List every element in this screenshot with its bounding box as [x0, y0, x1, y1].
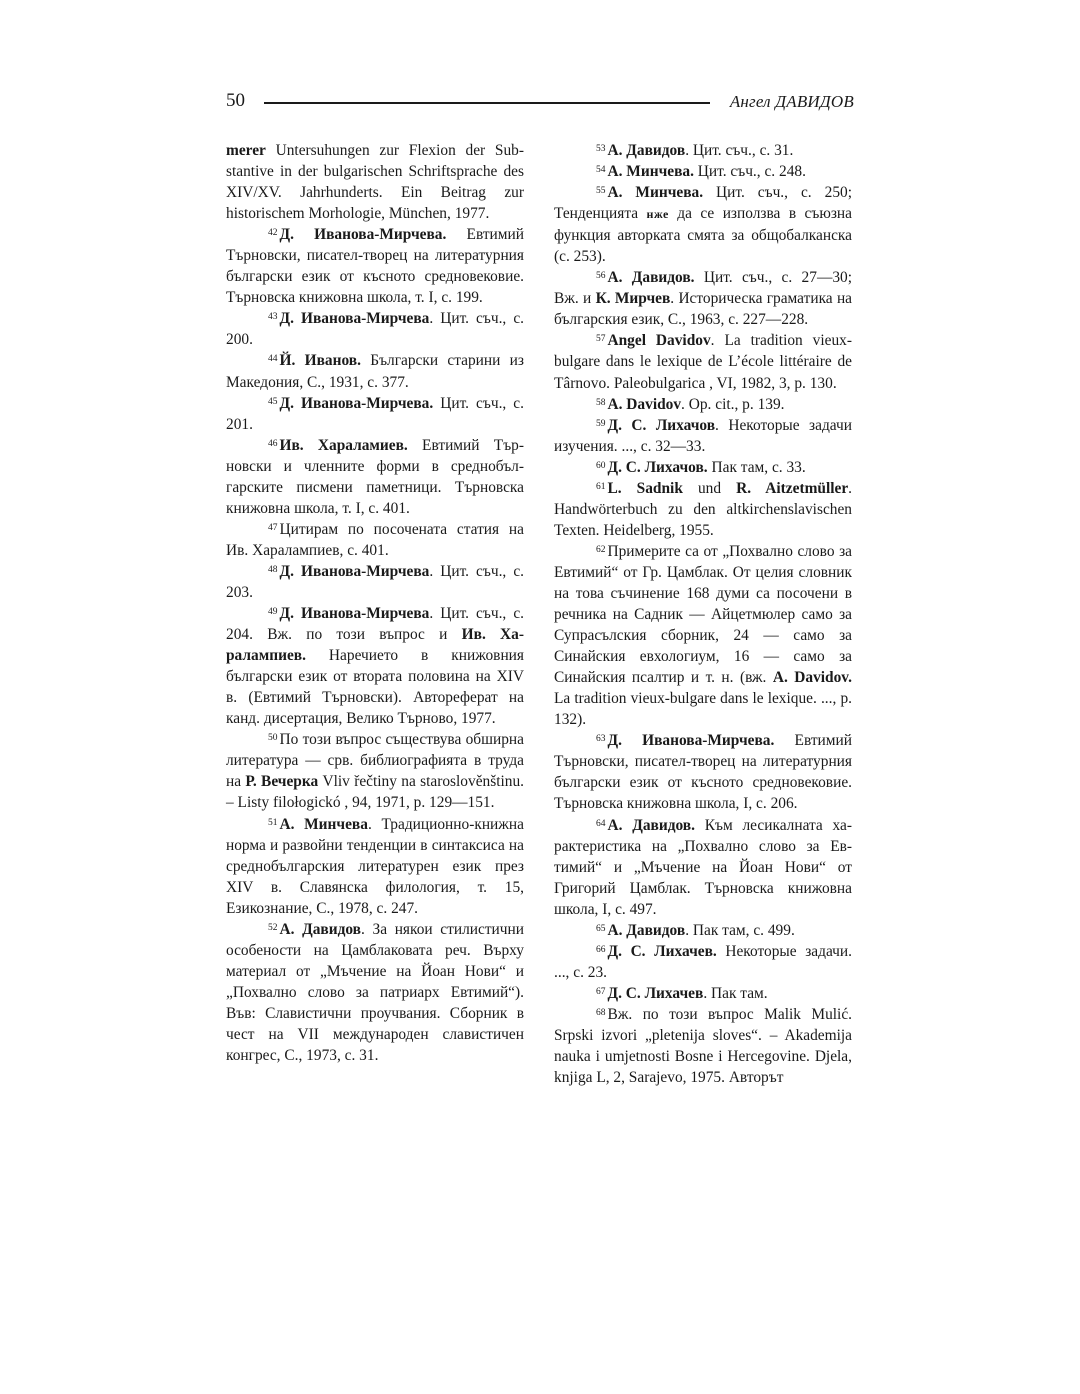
footnote-text: Евтимий Търновски и членните форми в среднобългарските писмени паметници. Търновска книжовна школа, т. I, с. 401. [226, 436, 524, 517]
footnote [226, 519, 524, 561]
footnote-author: Д. Иванова-Мирчева. [279, 226, 447, 244]
footnote-text: Евтимий Търновски, писател-творец на литературния български език от късното средновековие. Търновска книжовна школа, т. I, с. 199. [226, 226, 525, 307]
footnote [554, 415, 852, 457]
footnote-number: 47 [268, 522, 278, 533]
footnote-author: Д. Иванова-Мирчева. [607, 732, 775, 750]
footnote [226, 814, 524, 919]
footnote-number: 58 [596, 397, 606, 408]
footnote [226, 350, 524, 392]
footnote [554, 330, 852, 393]
footnote-author: Angel Davidov [607, 332, 711, 350]
old-bulgarian-word: нже [646, 207, 669, 222]
footnote-author: К. Мирчев [595, 290, 671, 308]
footnote [554, 730, 852, 814]
footnote-text: . Цит. съч., с. 31. [685, 142, 794, 159]
footnote-number: 61 [596, 481, 606, 492]
footnote-number: 60 [596, 460, 606, 471]
footnote [554, 267, 852, 330]
footnote-author: A. Davidov [607, 395, 682, 413]
footnote-text: Към лесикалната характеристика на „Похвално слово за Евтимий“ и „Мъчение на Йоан Нови“ от Григорий Цамблак. Търновска книжовна школа, I, с. 497. [554, 816, 852, 918]
right-column [554, 140, 852, 1088]
footnote-text: Цит. съч., с. 27—30; Вж. и [554, 269, 853, 308]
footnote-author: Р. Вечерка [245, 773, 319, 791]
footnote-author: Ив. Хараламиев. [279, 436, 408, 454]
footnote-author: Д. Иванова-Мирчева. [279, 394, 434, 412]
footnote-author: A. Davidov. [772, 669, 852, 687]
footnote [554, 941, 852, 983]
footnote-number: 52 [268, 922, 278, 933]
footnote-text: . За някои стилистични особености на Цамблаковата реч. Върху материал от „Мъчение на Йоан Нови“ и „Похвално слово за патриарх Евтимий“). Във: Славистични проучвания. Сборник в чест на VII международен славистичен конгрес, С., 1973, с. 31. [226, 920, 525, 1065]
footnote-text: По този въпрос съществува обширна литература — срв. библиографията в труда на [226, 731, 524, 791]
footnote-author: А. Давидов. [607, 816, 695, 834]
footnote-text: . Цит. съч., с. 204. Вж. по този въпрос и [226, 605, 524, 644]
footnote-number: 57 [596, 334, 606, 345]
header-rule [264, 102, 710, 104]
footnote-text: . Традиционно-книжна норма и развойни тенденции в синтаксиса на среднобългарския литературен език през XIV в. Славянска филология, т. 15, Езикознание, С., 1978, с. 247. [226, 815, 524, 917]
footnote-text: . Некоторые задачи изучения. ..., с. 32—33. [554, 416, 852, 455]
footnote [226, 729, 524, 813]
footnote-number: 59 [596, 418, 606, 429]
footnote-author: Д. Иванова-Мирчева [279, 562, 430, 580]
footnote [554, 182, 852, 267]
footnote-text: und [682, 479, 737, 497]
footnote-author: R. Aitzetmüller [736, 479, 849, 497]
footnote-author: А. Давидов [279, 920, 361, 938]
footnote-author: Д. С. Лихачов. [607, 458, 708, 476]
footnote [226, 603, 524, 729]
footnote-number: 62 [596, 544, 606, 555]
footnote [554, 394, 852, 415]
footnote-text: Примерите са от „Похвално слово за Евтимий“ от Гр. Цамблак. От целия словник на това съчинение 168 думи са посочени в речника на Садник — Айцетмюлер само за Супрасълския сборник, 24 — само за Синайския евхологиум, 16 — само за Синайския псалтир и т. н. (вж. [554, 542, 852, 687]
footnote-text: Цит. съч., с. 201. [226, 394, 524, 433]
left-column [226, 140, 524, 1066]
footnote [226, 919, 524, 1066]
footnote-text: Евтимий Търновски, писател-творец на литературния български език от късното средновековие. Търновска книжовна школа, I, с. 206. [554, 732, 853, 813]
page-number: 50 [226, 90, 245, 111]
footnote [226, 308, 524, 350]
footnote [554, 161, 852, 182]
page-header [226, 88, 854, 116]
footnote-number: 46 [268, 438, 278, 449]
footnote-author: Д. Иванова-Мирчева [279, 605, 430, 623]
footnote-number: 43 [268, 312, 278, 323]
footnote-author: А. Минчева. [607, 163, 694, 181]
footnote-text: Наречието в книжовния български език от втората половина на XIV в. (Евтимий Търновски). Автореферат на канд. дисертация, Велико Търново, 1977. [226, 647, 524, 728]
footnote-text: Некоторые задачи. ..., с. 23. [554, 942, 852, 981]
footnote-number: 63 [596, 734, 606, 745]
footnote-number: 66 [596, 944, 606, 955]
footnote [226, 140, 524, 224]
footnote-number: 53 [596, 144, 606, 154]
footnote-author: Д. Иванова-Мирчева [279, 310, 430, 328]
footnote-text: . Handwörterbuch zu den altkirchenslavischen Texten. Heidelberg, 1955. [554, 479, 853, 539]
footnote-text: Цит. съч., с. 248. [693, 163, 806, 181]
footnote-author: Д. С. Лихачев. [607, 942, 717, 960]
footnote-text: . La tradition vieux-bulgare dans le lexique de L’école littéraire de Târnovo. Paleobulgarica , VI, 1982, 3, p. 130. [554, 332, 853, 392]
footnote-text: . Цит. съч., с. 200. [226, 310, 524, 349]
footnote-text: . Пак там. [703, 984, 768, 1002]
footnote [554, 478, 852, 541]
footnote-number: 42 [268, 228, 278, 239]
footnote-number: 44 [268, 354, 278, 365]
footnote-text: Вж. по този въпрос Malik Mulić. Srpski izvori „pletenija sloves“. – Akademija nauka i umjetnosti Bosne i Hercegovine. Djela, knjiga L, 2, Sarajevo, 1975. Авторът [554, 1005, 852, 1087]
running-head: Ангел ДАВИДОВ [729, 92, 854, 111]
footnote-number: 55 [596, 186, 606, 197]
footnote-author: Д. С. Лихачев [607, 984, 704, 1002]
footnote [226, 561, 524, 603]
footnote [554, 541, 852, 730]
footnote-author: А. Давидов [607, 142, 686, 159]
footnote [226, 224, 524, 308]
footnote-number: 64 [596, 818, 606, 829]
footnote-text: . Пак там, с. 499. [685, 921, 795, 939]
footnote-text: Цитирам по посочената статия на Ив. Харалампиев, с. 401. [226, 520, 524, 559]
footnote [554, 815, 852, 920]
footnote-number: 68 [596, 1007, 606, 1018]
footnote [554, 920, 852, 941]
footnote-number: 65 [596, 923, 606, 934]
footnote-author: А. Минчева. [607, 184, 704, 202]
footnote-author: Й. Иванов. [279, 352, 361, 370]
footnote-text: . Историческа граматика на българския език, С., 1963, с. 227—228. [554, 290, 853, 329]
footnote-text: да се използва в съюзна функция авторката смята за общобалканска (с. 253). [554, 205, 852, 266]
footnote-number: 67 [596, 986, 606, 997]
footnote-author: merer [226, 142, 266, 159]
footnote-number: 54 [596, 165, 606, 176]
footnote-author: L. Sadnik [607, 479, 683, 497]
footnote [226, 393, 524, 435]
footnote-number: 51 [268, 817, 278, 828]
footnote-text: Vliv řečtiny na staroslověnštinu. – Listy filołogickó , 94, 1971, p. 129—151. [226, 773, 525, 812]
footnote [554, 140, 852, 161]
footnote-author: А. Минчева [279, 815, 368, 833]
footnote-text: La tradition vieux-bulgare dans le lexique. ..., p. 132). [554, 690, 852, 729]
footnote-number: 49 [268, 607, 278, 618]
footnote-author: А. Давидов [607, 921, 686, 939]
footnote [226, 435, 524, 519]
footnote-author: Ив. Харалампиев. [226, 626, 525, 665]
footnote [554, 457, 852, 478]
footnote-author: Д. С. Лихачов [607, 416, 716, 434]
footnote-number: 45 [268, 396, 278, 407]
footnote [554, 1004, 852, 1088]
footnote-text: Пак там, с. 33. [707, 458, 806, 476]
footnote-number: 50 [268, 733, 278, 744]
footnote-text: . Op. cit., p. 139. [681, 395, 785, 413]
footnote-number: 56 [596, 271, 606, 282]
footnote-text: Български старини из Македония, С., 1931, с. 377. [226, 352, 524, 391]
footnote-text: Untersuhungen zur Flexion der Substantive in der bulgarischen Schriftsprache des XIV/XV. Jahrhunderts. Ein Beitrag zur historischem Morhologie, München, 1977. [226, 142, 524, 223]
footnote-text: . Цит. съч., с. 203. [226, 562, 524, 601]
footnote-author: А. Давидов. [607, 269, 695, 287]
footnote [554, 983, 852, 1004]
footnote-number: 48 [268, 564, 278, 575]
footnote-text: Цит. съч., с. 250; Тенденцията [554, 184, 852, 223]
